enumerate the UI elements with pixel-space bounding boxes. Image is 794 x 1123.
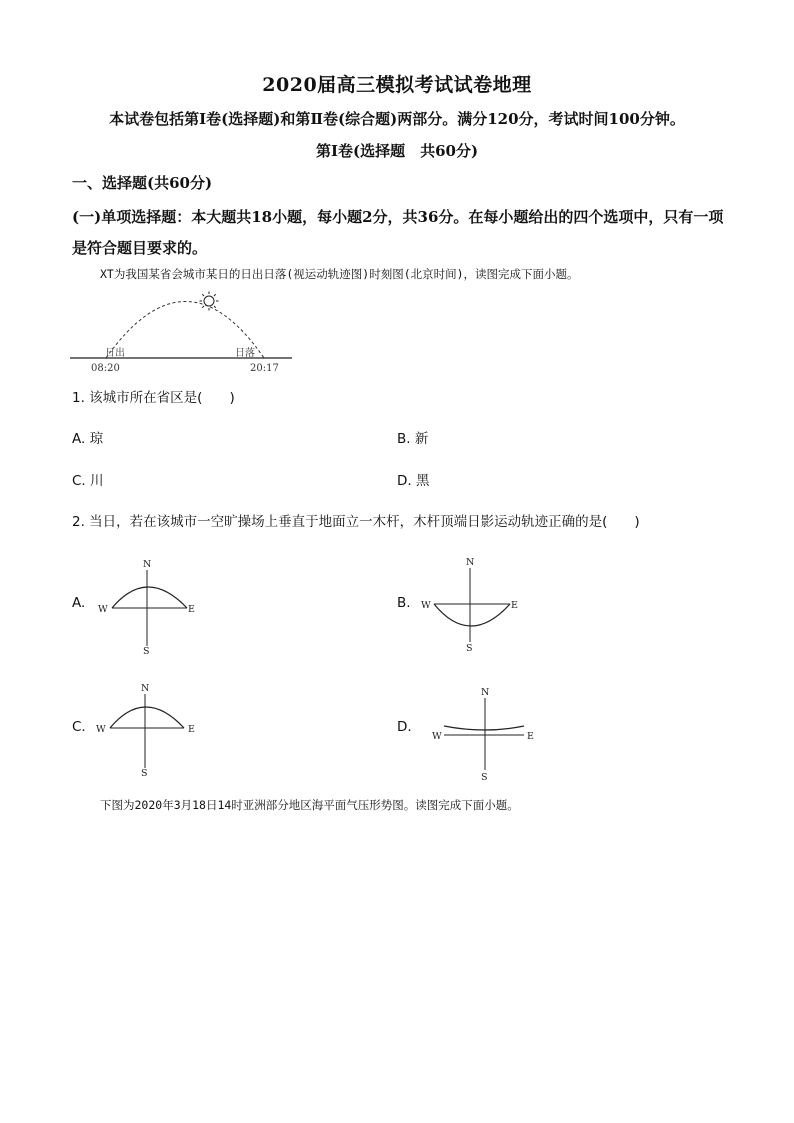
shadow-track (112, 587, 187, 608)
svg-text:N: N (481, 687, 490, 698)
svg-text:E: E (188, 724, 195, 735)
exam-title: 2020届高三模拟考试试卷地理 (262, 74, 532, 96)
svg-text:E: E (511, 600, 518, 611)
section-instruction: (一)单项选择题：本大题共18小题，每小题2分，共36分。在每小题给出的四个选项中，只有一项是符合题目要求的。 (72, 208, 724, 257)
svg-text:S: S (466, 643, 473, 654)
q2-option-d-diagram[interactable] (430, 684, 542, 784)
q2-option-a-letter[interactable]: A. (72, 595, 86, 611)
svg-text:W: W (421, 600, 431, 611)
sunset-label: 日落 (235, 348, 255, 359)
figure2-caption: 下图为2020年3月18日14时亚洲部分地区海平面气压形势图。读图完成下面小题。 (100, 798, 519, 812)
figure1-caption: XT为我国某省会城市某日的日出日落(视运动轨迹图)时刻图(北京时间)，读图完成下面小题。 (100, 267, 579, 281)
shadow-track (444, 726, 524, 730)
q2-option-a-diagram[interactable] (94, 556, 206, 658)
q2-option-c-diagram[interactable] (92, 680, 204, 780)
q2-stem: 2. 当日，若在该城市一空旷操场上垂直于地面立一木杆，木杆顶端日影运动轨迹正确的是( ) (72, 514, 640, 530)
sunrise-time: 08:20 (91, 363, 120, 374)
sun-icon (200, 292, 219, 311)
q2-option-d-letter[interactable]: D. (397, 719, 412, 735)
q1-option-b[interactable]: B. 新 (397, 431, 429, 447)
q2-option-b-diagram[interactable] (417, 554, 529, 656)
svg-text:N: N (143, 559, 152, 570)
svg-text:W: W (432, 731, 442, 742)
svg-text:N: N (466, 557, 475, 568)
part1-heading: 第Ⅰ卷(选择题 共60分) (315, 142, 479, 160)
svg-text:W: W (96, 724, 106, 735)
q1-option-a[interactable]: A. 琼 (72, 431, 104, 447)
svg-text:S: S (141, 768, 148, 779)
q1-option-d[interactable]: D. 黑 (397, 473, 430, 489)
sun-path-figure (68, 285, 300, 377)
sunset-time: 20:17 (250, 363, 279, 374)
exam-intro: 本试卷包括第Ⅰ卷(选择题)和第Ⅱ卷(综合题)两部分。满分120分，考试时间100分钟。 (109, 110, 685, 128)
svg-text:S: S (481, 772, 488, 783)
shadow-track (434, 604, 510, 626)
q1-option-c[interactable]: C. 川 (72, 473, 104, 489)
svg-text:N: N (141, 683, 150, 694)
sunrise-label: 日出 (105, 348, 125, 359)
section-heading: 一、选择题(共60分) (72, 174, 213, 192)
q2-option-b-letter[interactable]: B. (397, 595, 411, 611)
q2-option-c-letter[interactable]: C. (72, 719, 86, 735)
svg-text:E: E (527, 731, 534, 742)
shadow-track (110, 707, 184, 728)
svg-text:E: E (188, 604, 195, 615)
q1-stem: 1. 该城市所在省区是( ) (72, 390, 235, 406)
svg-text:W: W (98, 604, 108, 615)
svg-text:S: S (143, 646, 150, 657)
